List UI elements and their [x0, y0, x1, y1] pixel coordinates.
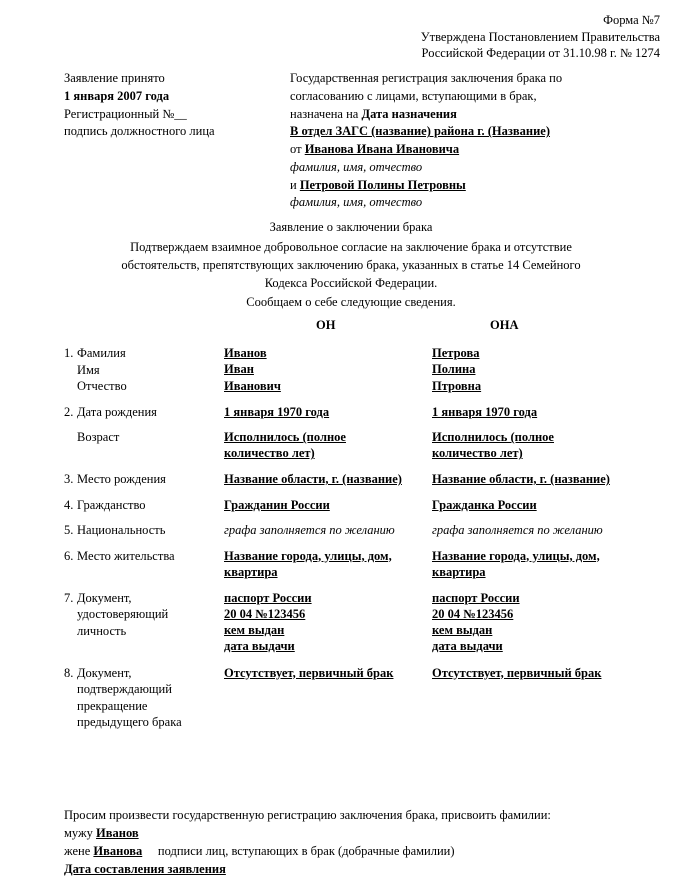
row-value-he	[224, 345, 432, 394]
application-date-value: Дата составления заявления	[64, 862, 226, 877]
row-label-main	[64, 471, 224, 488]
official-signature-hint: подпись должностного лица	[64, 124, 215, 139]
row-label-text: Документ,	[77, 665, 132, 680]
table-row	[0, 471, 700, 488]
husband-label: мужу	[64, 826, 97, 841]
row-value-line	[432, 548, 664, 564]
row-value-line	[432, 522, 664, 538]
row-number: 6.	[64, 548, 74, 563]
appointment-prefix: назначена на	[290, 106, 362, 121]
row-value-line	[224, 590, 432, 606]
row-value-text: Отсутствует, первичный брак	[224, 665, 394, 680]
row-value-line	[432, 564, 664, 580]
row-value-text: квартира	[432, 564, 486, 579]
table-row	[0, 548, 700, 581]
table-row	[0, 497, 700, 514]
row-value-line	[224, 497, 432, 513]
row-number: 1.	[64, 346, 74, 360]
row-label-text: Национальность	[77, 523, 166, 537]
registration-number: Регистрационный №__	[64, 106, 187, 121]
registry-office-line	[290, 123, 665, 141]
row-number: 3.	[64, 472, 74, 486]
row-sublabel: Отчество	[77, 379, 127, 393]
column-header-she: ОНА	[490, 318, 519, 332]
wife-surname-line	[64, 842, 664, 860]
row-value-he	[224, 665, 432, 681]
row-value-line	[224, 345, 432, 361]
row-value-text: Полина	[432, 362, 476, 377]
row-value-line	[432, 345, 664, 361]
column-header-he: ОН	[316, 318, 336, 332]
form-approval-line-2: Российской Федерации от 31.10.98 г. № 1274	[421, 46, 660, 60]
row-value-text: Гражданин России	[224, 497, 330, 512]
row-sublabel: подтверждающий	[77, 682, 172, 696]
table-row-inner	[0, 404, 700, 421]
row-value-text: Название области, г. (название)	[432, 472, 610, 486]
row-value-text: Птровна	[432, 378, 482, 393]
row-value-she	[432, 548, 664, 581]
husband-surname-value: Иванов	[96, 826, 139, 841]
row-value-line	[224, 665, 432, 681]
row-value-she	[432, 590, 664, 655]
row-value-line	[432, 606, 664, 622]
row-sublabel: удостоверяющий	[77, 607, 169, 621]
registration-line-2: согласованию с лицами, вступающими в брак,	[290, 88, 537, 103]
row-sublabel: личность	[77, 623, 127, 638]
row-label	[64, 345, 224, 395]
row-value-line	[224, 361, 432, 377]
row-label-text: Гражданство	[77, 497, 146, 512]
row-label	[64, 665, 224, 731]
row-value-text: графа заполняется по желанию	[224, 523, 395, 537]
row-value-text: Иванов	[224, 346, 267, 360]
row-value-he	[224, 404, 432, 420]
bride-fio-hint: фамилия, имя, отчество	[290, 195, 423, 210]
row-value-text: Иванович	[224, 378, 281, 393]
row-label-main	[64, 404, 224, 421]
table-row-inner	[0, 590, 700, 656]
row-value-line	[432, 361, 664, 377]
table-row-inner	[0, 471, 700, 488]
row-value-text: 20 04 №123456	[432, 606, 514, 621]
acceptance-block	[64, 70, 279, 141]
row-label-main	[64, 345, 224, 362]
row-label-main	[64, 497, 224, 514]
row-label	[64, 548, 224, 565]
table-row-inner	[0, 497, 700, 514]
table-row-inner	[0, 665, 700, 731]
row-value-text: кем выдан	[432, 623, 493, 637]
row-value-he	[224, 590, 432, 655]
row-value-line	[432, 497, 664, 513]
row-value-line	[224, 445, 432, 461]
row-value-line	[432, 665, 664, 681]
row-value-he	[224, 429, 432, 462]
table-row	[0, 429, 700, 462]
row-value-text: графа заполняется по желанию	[432, 523, 603, 537]
row-value-he	[224, 548, 432, 581]
statement-body-line-1: Подтверждаем взаимное добровольное согласие на заключение брака и отсутствие	[130, 240, 572, 255]
husband-surname-line	[64, 824, 664, 842]
row-value-line	[224, 548, 432, 564]
row-value-she	[432, 429, 664, 462]
row-label	[64, 429, 224, 446]
wife-surname-value: Иванова	[93, 844, 143, 859]
row-value-text: Исполнилось (полное	[432, 430, 554, 444]
row-sublabel: Имя	[77, 362, 100, 377]
signature-note-spacer	[142, 844, 158, 858]
row-value-text: Отсутствует, первичный брак	[432, 665, 602, 680]
table-row	[0, 665, 700, 731]
row-value-text: Гражданка России	[432, 497, 537, 512]
table-row	[0, 590, 700, 656]
row-label	[64, 497, 224, 514]
applicant-data-table	[0, 345, 700, 740]
acceptance-label: Заявление принято	[64, 71, 165, 85]
registry-office-value: В отдел ЗАГС (название) района г. (Название)	[290, 124, 550, 139]
row-value-text: Петрова	[432, 346, 480, 360]
groom-full-name: Иванова Ивана Ивановича	[304, 142, 460, 156]
row-value-text: Исполнилось (полное	[224, 430, 346, 444]
row-label-text: Место рождения	[77, 472, 166, 486]
row-value-line	[432, 429, 664, 445]
row-number: 8.	[64, 665, 74, 680]
row-value-text: Иван	[224, 362, 254, 377]
row-label-main	[64, 665, 224, 682]
from-prefix: от	[290, 142, 305, 156]
row-value-text: 1 января 1970 года	[224, 404, 330, 419]
row-value-text: 1 января 1970 года	[432, 404, 538, 419]
row-value-text: паспорт России	[224, 590, 312, 605]
row-value-line	[224, 638, 432, 654]
row-value-line	[224, 522, 432, 538]
table-row	[0, 404, 700, 421]
row-value-line	[224, 606, 432, 622]
table-row-inner	[0, 345, 700, 395]
row-value-line	[224, 378, 432, 394]
row-label-text: Возраст	[77, 430, 120, 444]
row-value-line	[224, 622, 432, 638]
row-value-line	[224, 404, 432, 420]
row-value-text: количество лет)	[432, 446, 523, 461]
table-row-inner	[0, 548, 700, 581]
row-label-text: Место жительства	[77, 548, 175, 563]
statement-body-line-4: Сообщаем о себе следующие сведения.	[246, 294, 456, 309]
and-prefix: и	[290, 177, 300, 192]
groom-applicant-line	[290, 141, 665, 159]
row-value-line	[432, 471, 664, 487]
row-value-line	[432, 445, 664, 461]
row-value-line	[432, 622, 664, 638]
row-value-line	[432, 404, 664, 420]
row-number: 5.	[64, 523, 74, 537]
row-value-line	[224, 564, 432, 580]
row-value-line	[224, 471, 432, 487]
row-sublabel: прекращение	[77, 698, 148, 713]
row-label	[64, 471, 224, 488]
row-value-text: квартира	[224, 564, 278, 579]
row-label-text: Документ,	[77, 590, 132, 605]
groom-fio-hint: фамилия, имя, отчество	[290, 159, 423, 174]
row-value-text: паспорт России	[432, 590, 520, 605]
row-value-she	[432, 665, 664, 681]
row-value-text: Название области, г. (название)	[224, 472, 402, 486]
statement-title: Заявление о заключении брака	[269, 220, 433, 234]
row-value-she	[432, 345, 664, 394]
appointment-date: Дата назначения	[361, 106, 457, 121]
row-label	[64, 522, 224, 539]
row-value-she	[432, 497, 664, 513]
table-row	[0, 522, 700, 539]
row-label-text: Дата рождения	[77, 404, 157, 419]
row-value-text: Название города, улицы, дом,	[432, 548, 600, 563]
row-value-line	[224, 429, 432, 445]
form-approval-line-1: Утверждена Постановлением Правительства	[420, 29, 660, 44]
row-value-he	[224, 522, 432, 538]
row-value-text: 20 04 №123456	[224, 606, 306, 621]
row-number: 2.	[64, 404, 74, 419]
row-value-line	[432, 638, 664, 654]
row-value-she	[432, 471, 664, 487]
bride-full-name: Петровой Полины Петровны	[299, 177, 466, 192]
row-value-text: дата выдачи	[432, 639, 503, 654]
registration-line-1: Государственная регистрация заключения брака по	[290, 71, 563, 85]
row-value-text: количество лет)	[224, 446, 315, 461]
row-value-text: Название города, улицы, дом,	[224, 548, 392, 563]
row-number: 7.	[64, 590, 74, 605]
row-label-main	[64, 429, 224, 446]
statement-body-line-2: обстоятельств, препятствующих заключению брака, указанных в статье 14 Семейного	[121, 258, 581, 273]
row-label-main	[64, 590, 224, 607]
table-row-inner	[0, 522, 700, 539]
row-label	[64, 590, 224, 640]
acceptance-date: 1 января 2007 года	[64, 88, 170, 103]
table-row-inner	[0, 429, 700, 462]
appointment-line	[290, 106, 665, 124]
row-value-line	[432, 590, 664, 606]
form-number: Форма №7	[603, 13, 660, 27]
row-sublabel: предыдущего брака	[77, 715, 182, 729]
footer-request-line: Просим произвести государственную регистрацию заключения брака, присвоить фамилии:	[64, 808, 551, 822]
row-value-she	[432, 404, 664, 420]
statement-body-line-3: Кодекса Российской Федерации.	[264, 276, 438, 291]
row-label-text: Фамилия	[77, 346, 126, 360]
form-header	[240, 12, 660, 62]
statement-section	[62, 218, 640, 311]
row-number: 4.	[64, 497, 74, 512]
row-value-he	[224, 497, 432, 513]
application-date-line	[64, 860, 664, 878]
wife-label: жене	[64, 844, 94, 859]
row-label-main	[64, 548, 224, 565]
row-value-text: кем выдан	[224, 623, 285, 637]
bride-applicant-line	[290, 177, 665, 195]
row-value-she	[432, 522, 664, 538]
row-label	[64, 404, 224, 421]
row-label-main	[64, 522, 224, 539]
row-value-text: дата выдачи	[224, 639, 295, 654]
table-row	[0, 345, 700, 395]
row-value-he	[224, 471, 432, 487]
registration-details-block	[290, 70, 665, 212]
footer-section	[64, 806, 664, 879]
row-value-line	[432, 378, 664, 394]
signature-note: подписи лиц, вступающих в брак (добрачные фамилии)	[157, 844, 455, 859]
